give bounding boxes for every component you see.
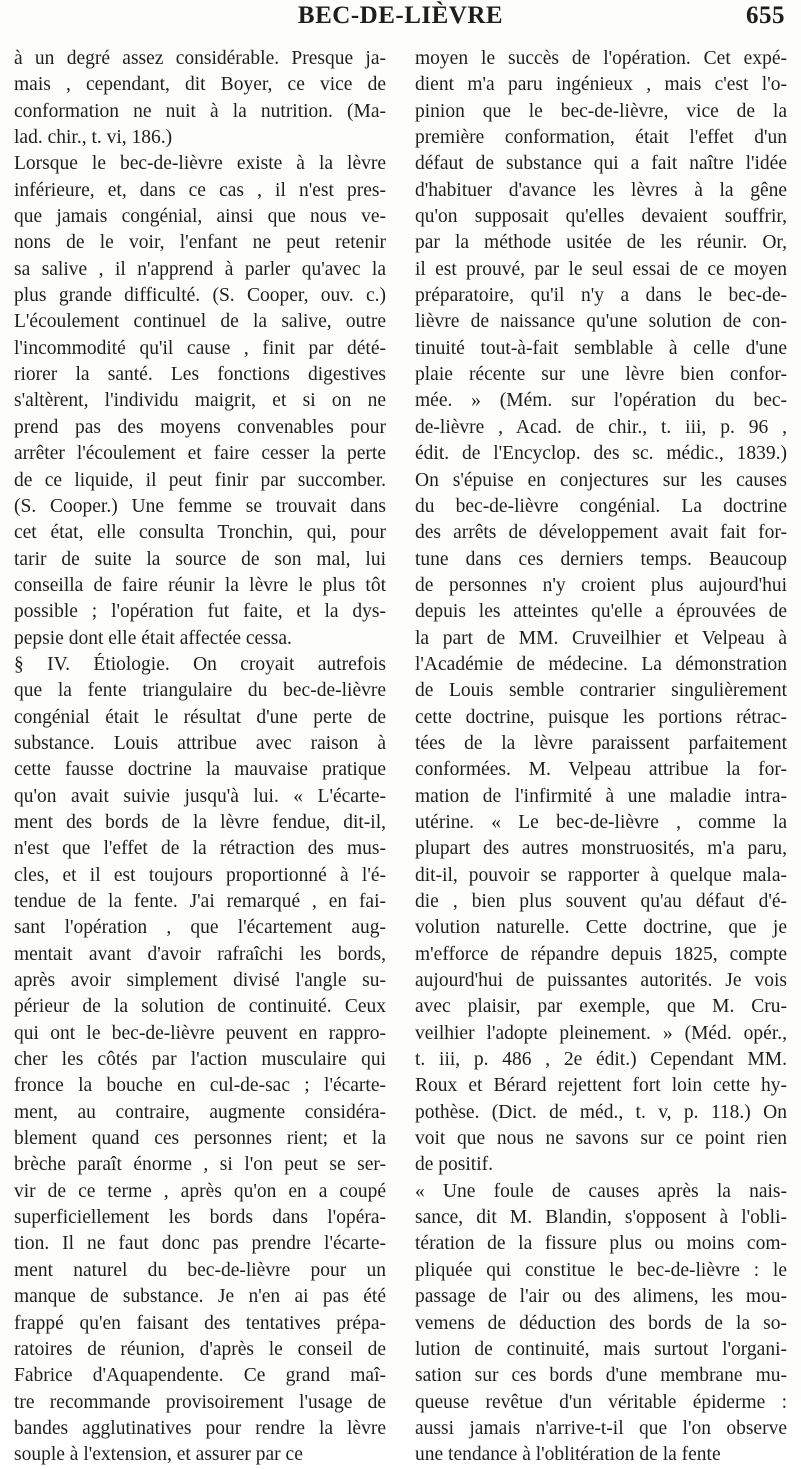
left-column-line: que la fente triangulaire du bec-de-lièvre: [14, 680, 386, 702]
left-column-line: ment naturel du bec-de-lièvre pour un: [14, 1259, 386, 1281]
right-column-line: voit que nous ne savons sur ce point rien: [415, 1128, 787, 1150]
right-column-line: Roux et Bérard rejettent fort loin cette hy-: [415, 1075, 787, 1097]
right-column-line: moyen le succès de l'opération. Cet expé-: [415, 48, 787, 69]
right-column-line: tées de la lèvre paraissent parfaitement: [415, 732, 787, 754]
left-column-line: riorer la santé. Les fonctions digestives: [14, 364, 386, 386]
left-column-line: superficiellement les bords dans l'opéra-: [14, 1207, 386, 1229]
left-column-line: n'est que l'effet de la rétraction des mus-: [14, 838, 386, 860]
page-number: 655: [746, 2, 785, 29]
right-column-line: de positif.: [415, 1154, 493, 1176]
left-column-line: tion. Il ne faut donc pas prendre l'écarte-: [14, 1233, 386, 1255]
right-column-line: l'Académie de médecine. La démonstration: [415, 653, 787, 675]
left-column-line: manque de substance. Je n'en ai pas été: [14, 1286, 386, 1308]
right-column-line: tinuité tout-à-fait semblable à celle d'une: [415, 337, 787, 359]
running-head: [0, 2, 801, 42]
left-column-line: L'écoulement continuel de la salive, outre: [14, 311, 386, 333]
right-column-line: lution de continuité, mais surtout l'organi-: [415, 1338, 787, 1360]
left-column-line: possible ; l'opération fut faite, et la dys-: [14, 601, 386, 623]
left-column-line: bandes agglutinatives pour rendre la lèvre: [14, 1417, 386, 1439]
right-column-line: de-lièvre , Acad. de chir., t. iii, p. 96 ,: [415, 416, 787, 438]
left-column-line: conformation ne nuit à la nutrition. (Ma-: [14, 100, 386, 122]
left-column-line: qu'on avait suivie jusqu'à lui. « L'écarte-: [14, 785, 386, 807]
left-column-line: mentait avant d'avoir rafraîchi les bords,: [14, 943, 386, 965]
right-column-line: aussi jamais n'arrive-t-il que l'on observe: [415, 1417, 787, 1439]
right-column-line: utérine. « Le bec-de-lièvre , comme la: [415, 811, 787, 833]
left-column-line: s'altèrent, l'individu maigrit, et si on ne: [14, 390, 386, 412]
left-column-line: conseilla de faire réunir la lèvre le plus tôt: [14, 574, 386, 596]
left-column-line: inférieure, et, dans ce cas , il n'est pres-: [14, 179, 386, 201]
left-column-line: tendue de la fente. J'ai remarqué , en fai-: [14, 891, 386, 912]
page-title: BEC-DE-LIÈVRE: [297, 2, 504, 29]
right-column-line: m'efforce de répandre depuis 1825, compte: [415, 943, 787, 965]
right-column-line: la part de MM. Cruveilhier et Velpeau à: [415, 627, 787, 649]
left-column-line: vir de ce terme , après qu'on en a coupé: [14, 1180, 386, 1202]
left-column-line: brèche paraît énorme , si l'on peut se ser-: [14, 1154, 386, 1176]
left-column-line: prend pas des moyens convenables pour: [14, 416, 386, 438]
right-column-line: plupart des autres monstruosités, m'a paru,: [415, 838, 787, 860]
left-column-line: sant l'opération , que l'écartement aug-: [14, 917, 386, 939]
left-column-line: ment, au contraire, augmente considéra-: [14, 1101, 386, 1123]
left-column-line: (S. Cooper.) Une femme se trouvait dans: [14, 495, 386, 517]
right-column-line: par la méthode usitée de les réunir. Or,: [415, 232, 787, 254]
right-column-line: vemens de déduction des bords de la so-: [415, 1312, 787, 1334]
left-column-line: de ce liquide, il peut finir par succomber.: [14, 469, 386, 491]
right-column-line: il est prouvé, par le seul essai de ce moyen: [415, 258, 787, 280]
left-column-line: cles, et il est toujours proportionné à l'é-: [14, 864, 386, 886]
right-column-line: plaie récente sur une lèvre bien confor-: [415, 364, 787, 386]
left-column-line: sa salive , il n'apprend à parler qu'avec la: [14, 258, 386, 280]
left-column-line: cet état, elle consulta Tronchin, qui, pour: [14, 522, 386, 544]
left-column-line: cher les côtés par l'action musculaire qui: [14, 1049, 386, 1071]
left-column-line: que jamais congénial, ainsi que nous ve-: [14, 206, 386, 228]
right-column-line: aujourd'hui de puissantes autorités. Je vois: [415, 970, 787, 992]
left-column-line: pepsie dont elle était affectée cessa.: [14, 627, 292, 649]
right-column-line: cette doctrine, puisque les portions rétrac-: [415, 706, 787, 728]
right-column-line: lièvre de naissance qu'une solution de con-: [415, 311, 787, 333]
right-column-line: de Louis semble contrarier singulièrement: [415, 680, 787, 702]
right-column-line: passage de l'air ou des alimens, les mou-: [415, 1286, 787, 1308]
left-column-line: arrêter l'écoulement et faire cesser la perte: [14, 443, 386, 465]
left-column-line: plus grande difficulté. (S. Cooper, ouv. c.): [14, 285, 386, 307]
right-column-line: pliquée qui constitue le bec-de-lièvre : le: [415, 1259, 787, 1281]
right-column-line: tération de la fissure plus ou moins com-: [415, 1233, 787, 1255]
right-column-line: dient m'a paru ingénieux , mais c'est l'o-: [415, 74, 787, 96]
left-column-line: souple à l'extension, et assurer par ce: [14, 1444, 303, 1466]
right-column-line: On s'épuise en conjectures sur les causes: [415, 469, 787, 491]
left-column-line: Fabrice d'Aquapendente. Ce grand maî-: [14, 1365, 386, 1387]
right-column-line: conformées. M. Velpeau attribue la for-: [415, 759, 787, 781]
right-column-line: depuis les atteintes qu'elle a éprouvées de: [415, 601, 787, 623]
right-column-line: première conformation, était l'effet d'un: [415, 127, 787, 149]
right-column-line: qu'on supposait qu'elles devaient souffrir,: [415, 206, 787, 228]
right-column-line: du bec-de-lièvre congénial. La doctrine: [415, 495, 787, 517]
right-column-line: mation de l'infirmité à une maladie intra-: [415, 785, 787, 807]
left-column-line: après avoir simplement divisé l'angle su-: [14, 970, 386, 992]
left-column-line: nons de le voir, l'enfant ne peut retenir: [14, 232, 386, 254]
right-column-line: die , bien plus souvent qu'au défaut d'é-: [415, 891, 787, 912]
right-column-line: mée. » (Mém. sur l'opération du bec-: [415, 390, 787, 412]
left-column-line: l'incommodité qu'il cause , finit par dété-: [14, 337, 386, 359]
left-column-line: périeur de la solution de continuité. Ceux: [14, 996, 386, 1018]
right-column-line: défaut de substance qui a fait naître l'idée: [415, 153, 787, 175]
right-column-line: préparatoire, qu'il n'y a dans le bec-de-: [415, 285, 787, 307]
left-column-line: lad. chir., t. vi, 186.): [14, 127, 173, 149]
left-column-line: substance. Louis attribue avec raison à: [14, 732, 386, 754]
left-column-line: blement quand ces personnes rient; et la: [14, 1128, 386, 1150]
left-column-line: ratoires de réunion, d'après le conseil de: [14, 1338, 386, 1360]
right-column-line: « Une foule de causes après la nais-: [415, 1180, 787, 1202]
right-column-line: une tendance à l'oblitération de la fente: [415, 1444, 721, 1466]
right-column-line: tune dans ces derniers temps. Beaucoup: [415, 548, 787, 570]
left-column-line: frappé qu'en faisant des tentatives prépa-: [14, 1312, 386, 1334]
left-column-line: congénial était le résultat d'une perte de: [14, 706, 386, 728]
right-column-line: d'habituer d'avance les lèvres à la gêne: [415, 179, 787, 201]
left-column-line: ment des bords de la lèvre fendue, dit-il,: [14, 811, 386, 833]
left-column-line: tre recommande provisoirement l'usage de: [14, 1391, 386, 1413]
right-column-line: t. iii, p. 486 , 2e édit.) Cependant MM.: [415, 1049, 787, 1071]
right-column-line: dit-il, pouvoir se rapporter à quelque mala-: [415, 864, 787, 886]
left-column-line: § IV. Étiologie. On croyait autrefois: [14, 653, 386, 675]
right-column-line: de personnes n'y croient plus aujourd'hui: [415, 574, 787, 596]
left-column-line: mais , cependant, dit Boyer, ce vice de: [14, 74, 386, 96]
right-column-line: queuse revêtue d'un véritable épiderme :: [415, 1391, 787, 1413]
right-column-line: avec plaisir, par exemple, que M. Cru-: [415, 996, 787, 1018]
right-column-line: veilhier l'adopte pleinement. » (Méd. opér.,: [415, 1022, 787, 1044]
right-column: [415, 46, 787, 1469]
left-column-line: fronce la bouche en cul-de-sac ; l'écarte-: [14, 1075, 386, 1097]
right-column-line: sation sur ces bords d'une membrane mu-: [415, 1365, 787, 1387]
left-column-line: à un degré assez considérable. Presque ja-: [14, 48, 386, 69]
right-column-line: volution naturelle. Cette doctrine, que je: [415, 917, 787, 939]
right-column-line: édit. de l'Encyclop. des sc. médic., 1839.): [415, 443, 787, 465]
right-column-line: pothèse. (Dict. de méd., t. v, p. 118.) On: [415, 1101, 787, 1123]
left-column-line: Lorsque le bec-de-lièvre existe à la lèvre: [14, 153, 386, 175]
left-column-line: qui ont le bec-de-lièvre peuvent en rappro-: [14, 1022, 386, 1044]
right-column-line: pinion que le bec-de-lièvre, vice de la: [415, 100, 787, 122]
left-column-line: cette fausse doctrine la mauvaise pratique: [14, 759, 386, 781]
left-column: [14, 46, 386, 1469]
left-column-line: tarir de suite la source de son mal, lui: [14, 548, 386, 570]
right-column-line: sance, dit M. Blandin, s'opposent à l'obli-: [415, 1207, 787, 1229]
right-column-line: des arrêts de développement avait fait for-: [415, 522, 787, 544]
